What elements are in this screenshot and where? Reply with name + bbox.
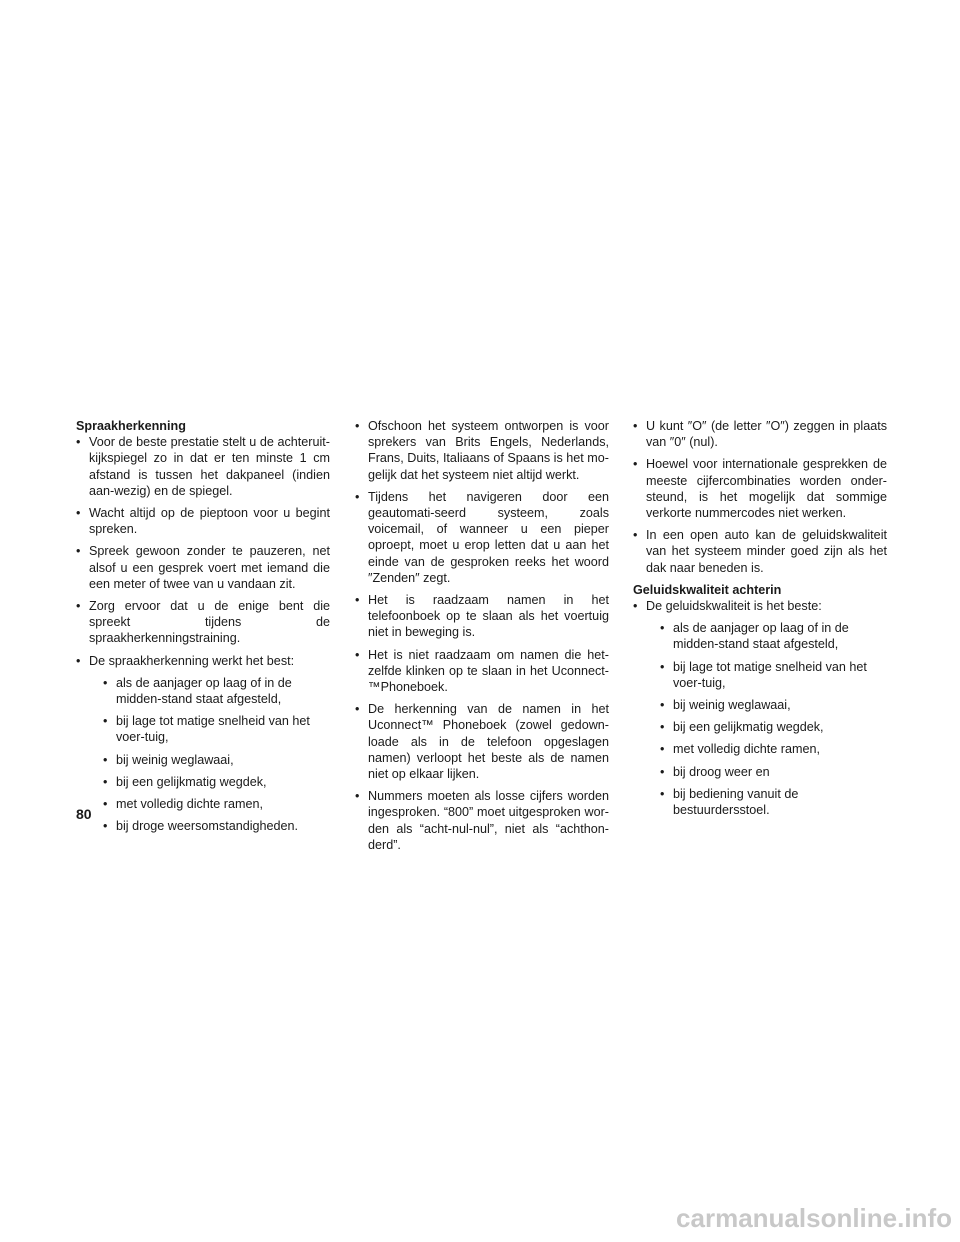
column-middle	[355, 418, 609, 859]
list-item-with-sublist	[76, 653, 330, 835]
watermark-text: carmanualsonline.info	[676, 1203, 952, 1233]
sub-list-item: • bij lage tot matige snelheid van het voer-tuig,	[646, 659, 887, 691]
sub-list-item: • bij weinig weglawaai,	[646, 697, 887, 713]
sub-list-item: • bij een gelijkmatig wegdek,	[646, 719, 887, 735]
sub-list-item: • als de aanjager op laag of in de midden-stand staat afgesteld,	[646, 620, 887, 652]
list-item: • U kunt ″O″ (de letter ″O″) zeggen in plaats van ″0″ (nul).	[633, 418, 887, 450]
sub-list-item: • bij droge weersomstandigheden.	[89, 818, 330, 834]
list-item: • Het is niet raadzaam om namen die het-zelfde klinken op te slaan in het Uconnect-™Phoneboek.	[355, 647, 609, 696]
sub-list-item: • bij bediening vanuit de bestuurdersstoel.	[646, 786, 887, 818]
list-item-text: De geluidskwaliteit is het beste:	[646, 599, 822, 614]
bullet-list	[633, 598, 887, 818]
list-item: • Het is raadzaam namen in het telefoonboek op te slaan als het voertuig niet in beweging is.	[355, 592, 609, 641]
bullet-list	[633, 418, 887, 576]
section-heading-geluidskwaliteit: Geluidskwaliteit achterin	[633, 582, 782, 597]
list-item: • Zorg ervoor dat u de enige bent die spreekt tijdens de spraakherkenningstraining.	[76, 598, 330, 647]
sub-list-item: • bij een gelijkmatig wegdek,	[89, 774, 330, 790]
page-number: 80	[76, 806, 92, 822]
list-item: • De herkenning van de namen in het Uconnect™ Phoneboek (zowel gedown-loade als in de telefoon opgeslagen namen) verloopt het beste als de namen niet op elkaar lijken.	[355, 701, 609, 782]
column-right	[633, 418, 887, 824]
bullet-list	[355, 418, 609, 853]
list-item: • Nummers moeten als losse cijfers worden ingesproken. “800” moet uitgesproken wor-den als “acht-nul-nul”, niet als “achthon-derd”.	[355, 788, 609, 853]
bullet-list	[76, 434, 330, 834]
sub-list-item: • met volledig dichte ramen,	[646, 741, 887, 757]
sub-bullet-list	[646, 620, 887, 818]
list-item: • Spreek gewoon zonder te pauzeren, net alsof u een gesprek voert met iemand die een meter of twee van u vandaan zit.	[76, 543, 330, 592]
list-item: • Tijdens het navigeren door een geautomati-seerd systeem, zoals voicemail, of wanneer u een pieper oproept, moet u erop letten dat u aan het einde van de gesproken reeks het woord ″Zenden″ zegt.	[355, 489, 609, 586]
list-item-text: De spraakherkenning werkt het best:	[89, 653, 295, 668]
sub-list-item: • bij lage tot matige snelheid van het voer-tuig,	[89, 713, 330, 745]
sub-bullet-list	[89, 675, 330, 835]
list-item-with-sublist	[633, 598, 887, 818]
sub-list-item: • bij droog weer en	[646, 764, 887, 780]
column-left	[76, 418, 330, 840]
sub-list-item: • met volledig dichte ramen,	[89, 796, 330, 812]
sub-list-item: • bij weinig weglawaai,	[89, 752, 330, 768]
list-item: • Hoewel voor internationale gesprekken de meeste cijfercombinaties worden onder-steund, is het mogelijk dat sommige verkorte nummercodes niet werken.	[633, 456, 887, 521]
section-heading-spraakherkenning: Spraakherkenning	[76, 419, 186, 433]
list-item: • In een open auto kan de geluidskwaliteit van het systeem minder goed zijn als het dak naar beneden is.	[633, 527, 887, 576]
list-item: • Ofschoon het systeem ontworpen is voor sprekers van Brits Engels, Nederlands, Frans, Duits, Italiaans of Spaans is het mo-gelijk dat het systeem niet altijd werkt.	[355, 418, 609, 483]
list-item: • Wacht altijd op de pieptoon voor u begint spreken.	[76, 505, 330, 537]
sub-list-item: • als de aanjager op laag of in de midden-stand staat afgesteld,	[89, 675, 330, 707]
list-item: • Voor de beste prestatie stelt u de achteruit-kijkspiegel zo in dat er ten minste 1 cm afstand is tussen het dakpaneel (indien aan-wezig) en de spiegel.	[76, 434, 330, 499]
